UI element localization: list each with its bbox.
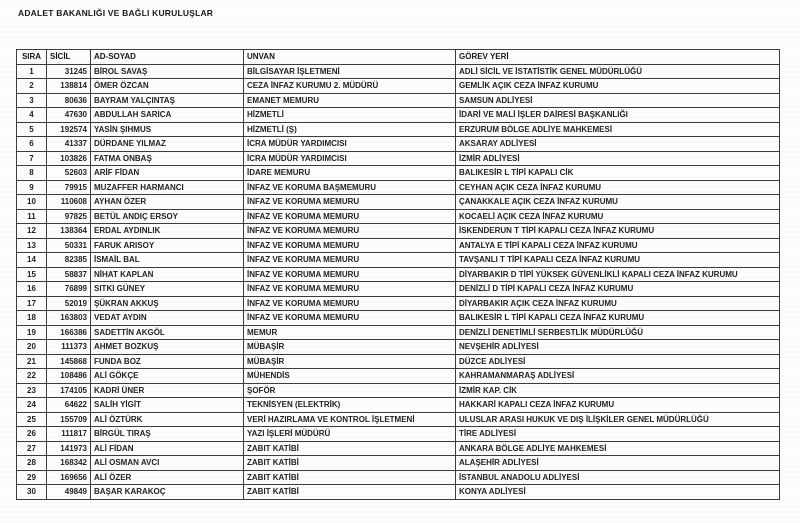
table-row xyxy=(17,325,780,340)
table-body xyxy=(17,64,780,499)
table-row xyxy=(17,108,780,123)
cell-sicil: 166386 xyxy=(47,325,91,340)
cell-sicil: 168342 xyxy=(47,456,91,471)
cell-gorev-yeri: TİRE ADLİYESİ xyxy=(456,427,780,442)
cell-sira: 16 xyxy=(17,282,47,297)
table-row xyxy=(17,398,780,413)
cell-gorev-yeri: ERZURUM BÖLGE ADLİYE MAHKEMESİ xyxy=(456,122,780,137)
column-header-gorev-yeri: GÖREV YERİ xyxy=(456,50,780,65)
cell-sira: 10 xyxy=(17,195,47,210)
cell-sicil: 108486 xyxy=(47,369,91,384)
cell-gorev-yeri: KONYA ADLİYESİ xyxy=(456,485,780,500)
cell-sira: 29 xyxy=(17,470,47,485)
cell-sira: 3 xyxy=(17,93,47,108)
cell-unvan: TEKNİSYEN (ELEKTRİK) xyxy=(244,398,456,413)
cell-sicil: 47630 xyxy=(47,108,91,123)
table-row xyxy=(17,441,780,456)
cell-ad-soyad: ARİF FİDAN xyxy=(91,166,244,181)
cell-sicil: 192574 xyxy=(47,122,91,137)
cell-gorev-yeri: DENİZLİ D TİPİ KAPALI CEZA İNFAZ KURUMU xyxy=(456,282,780,297)
cell-ad-soyad: FATMA ONBAŞ xyxy=(91,151,244,166)
table-row xyxy=(17,470,780,485)
cell-ad-soyad: AHMET BOZKUŞ xyxy=(91,340,244,355)
table-row xyxy=(17,340,780,355)
cell-ad-soyad: FARUK ARISOY xyxy=(91,238,244,253)
cell-ad-soyad: BAŞAR KARAKOÇ xyxy=(91,485,244,500)
cell-unvan: HİZMETLİ (Ş) xyxy=(244,122,456,137)
cell-unvan: BİLGİSAYAR İŞLETMENİ xyxy=(244,64,456,79)
cell-ad-soyad: ERDAL AYDINLIK xyxy=(91,224,244,239)
cell-unvan: İNFAZ VE KORUMA MEMURU xyxy=(244,311,456,326)
cell-ad-soyad: FUNDA BOZ xyxy=(91,354,244,369)
cell-gorev-yeri: ULUSLAR ARASI HUKUK VE DIŞ İLİŞKİLER GENEL MÜDÜRLÜĞÜ xyxy=(456,412,780,427)
cell-unvan: İNFAZ VE KORUMA MEMURU xyxy=(244,267,456,282)
cell-unvan: İNFAZ VE KORUMA MEMURU xyxy=(244,238,456,253)
cell-ad-soyad: VEDAT AYDIN xyxy=(91,311,244,326)
table-row xyxy=(17,224,780,239)
cell-sicil: 141973 xyxy=(47,441,91,456)
cell-ad-soyad: BİROL SAVAŞ xyxy=(91,64,244,79)
table-row xyxy=(17,282,780,297)
cell-sira: 25 xyxy=(17,412,47,427)
cell-sira: 12 xyxy=(17,224,47,239)
cell-gorev-yeri: ANKARA BÖLGE ADLİYE MAHKEMESİ xyxy=(456,441,780,456)
cell-sira: 15 xyxy=(17,267,47,282)
table-header-row xyxy=(17,50,780,65)
cell-sicil: 49849 xyxy=(47,485,91,500)
cell-unvan: MEMUR xyxy=(244,325,456,340)
cell-gorev-yeri: İSKENDERUN T TİPİ KAPALI CEZA İNFAZ KURUMU xyxy=(456,224,780,239)
cell-ad-soyad: ŞÜKRAN AKKUŞ xyxy=(91,296,244,311)
cell-gorev-yeri: İZMİR KAP. CİK xyxy=(456,383,780,398)
cell-ad-soyad: SALİH YİGİT xyxy=(91,398,244,413)
cell-unvan: İCRA MÜDÜR YARDIMCISI xyxy=(244,137,456,152)
cell-sicil: 174105 xyxy=(47,383,91,398)
cell-sicil: 103826 xyxy=(47,151,91,166)
cell-ad-soyad: ALİ FİDAN xyxy=(91,441,244,456)
cell-sira: 1 xyxy=(17,64,47,79)
cell-sicil: 76899 xyxy=(47,282,91,297)
table-row xyxy=(17,296,780,311)
cell-unvan: MÜBAŞİR xyxy=(244,340,456,355)
cell-sicil: 52603 xyxy=(47,166,91,181)
cell-ad-soyad: MUZAFFER HARMANCI xyxy=(91,180,244,195)
cell-ad-soyad: SADETTİN AKGÖL xyxy=(91,325,244,340)
column-header-sicil: SİCİL xyxy=(47,50,91,65)
cell-sicil: 52019 xyxy=(47,296,91,311)
cell-gorev-yeri: KAHRAMANMARAŞ ADLİYESİ xyxy=(456,369,780,384)
cell-unvan: YAZI İŞLERİ MÜDÜRÜ xyxy=(244,427,456,442)
cell-sira: 18 xyxy=(17,311,47,326)
table-row xyxy=(17,93,780,108)
cell-sira: 8 xyxy=(17,166,47,181)
cell-sira: 27 xyxy=(17,441,47,456)
table-row xyxy=(17,238,780,253)
cell-sira: 23 xyxy=(17,383,47,398)
cell-unvan: CEZA İNFAZ KURUMU 2. MÜDÜRÜ xyxy=(244,79,456,94)
cell-unvan: İNFAZ VE KORUMA MEMURU xyxy=(244,253,456,268)
table-row xyxy=(17,166,780,181)
cell-gorev-yeri: DİYARBAKIR AÇIK CEZA İNFAZ KURUMU xyxy=(456,296,780,311)
cell-gorev-yeri: HAKKARİ KAPALI CEZA İNFAZ KURUMU xyxy=(456,398,780,413)
cell-sira: 5 xyxy=(17,122,47,137)
cell-unvan: İNFAZ VE KORUMA MEMURU xyxy=(244,282,456,297)
cell-sira: 14 xyxy=(17,253,47,268)
cell-sicil: 82385 xyxy=(47,253,91,268)
cell-sicil: 110608 xyxy=(47,195,91,210)
cell-sicil: 58837 xyxy=(47,267,91,282)
cell-sira: 24 xyxy=(17,398,47,413)
cell-gorev-yeri: NEVŞEHİR ADLİYESİ xyxy=(456,340,780,355)
personnel-table xyxy=(16,49,780,500)
cell-sicil: 145868 xyxy=(47,354,91,369)
cell-ad-soyad: NİHAT KAPLAN xyxy=(91,267,244,282)
cell-sira: 2 xyxy=(17,79,47,94)
table-row xyxy=(17,354,780,369)
cell-sicil: 138814 xyxy=(47,79,91,94)
cell-gorev-yeri: ALAŞEHİR ADLİYESİ xyxy=(456,456,780,471)
cell-gorev-yeri: SAMSUN ADLİYESİ xyxy=(456,93,780,108)
document-title: ADALET BAKANLIĞI VE BAĞLI KURULUŞLAR xyxy=(18,8,214,18)
cell-gorev-yeri: BALIKESİR L TİPİ KAPALI CİK xyxy=(456,166,780,181)
cell-gorev-yeri: İSTANBUL ANADOLU ADLİYESİ xyxy=(456,470,780,485)
cell-unvan: VERİ HAZIRLAMA VE KONTROL İŞLETMENİ xyxy=(244,412,456,427)
cell-unvan: İNFAZ VE KORUMA MEMURU xyxy=(244,296,456,311)
cell-sira: 26 xyxy=(17,427,47,442)
cell-unvan: İNFAZ VE KORUMA MEMURU xyxy=(244,209,456,224)
cell-sicil: 169656 xyxy=(47,470,91,485)
cell-ad-soyad: ALİ GÖKÇE xyxy=(91,369,244,384)
cell-unvan: ZABIT KATİBİ xyxy=(244,441,456,456)
cell-ad-soyad: BİRGÜL TIRAŞ xyxy=(91,427,244,442)
table-row xyxy=(17,485,780,500)
table-row xyxy=(17,195,780,210)
cell-sicil: 41337 xyxy=(47,137,91,152)
table-row xyxy=(17,137,780,152)
cell-sicil: 64622 xyxy=(47,398,91,413)
table-row xyxy=(17,64,780,79)
cell-sira: 7 xyxy=(17,151,47,166)
cell-unvan: MÜHENDİS xyxy=(244,369,456,384)
table-row xyxy=(17,412,780,427)
cell-ad-soyad: YASİN ŞIHMUS xyxy=(91,122,244,137)
cell-gorev-yeri: DENİZLİ DENETİMLİ SERBESTLİK MÜDÜRLÜĞÜ xyxy=(456,325,780,340)
cell-unvan: İNFAZ VE KORUMA BAŞMEMURU xyxy=(244,180,456,195)
cell-sicil: 155709 xyxy=(47,412,91,427)
cell-gorev-yeri: CEYHAN AÇIK CEZA İNFAZ KURUMU xyxy=(456,180,780,195)
column-header-unvan: UNVAN xyxy=(244,50,456,65)
cell-unvan: İNFAZ VE KORUMA MEMURU xyxy=(244,224,456,239)
cell-gorev-yeri: DİYARBAKIR D TİPİ YÜKSEK GÜVENLİKLİ KAPALI CEZA İNFAZ KURUMU xyxy=(456,267,780,282)
table-row xyxy=(17,427,780,442)
cell-ad-soyad: ÖMER ÖZCAN xyxy=(91,79,244,94)
table-row xyxy=(17,383,780,398)
cell-sicil: 138364 xyxy=(47,224,91,239)
cell-unvan: HİZMETLİ xyxy=(244,108,456,123)
cell-sicil: 79915 xyxy=(47,180,91,195)
cell-gorev-yeri: İZMİR ADLİYESİ xyxy=(456,151,780,166)
cell-ad-soyad: ALİ ÖZTÜRK xyxy=(91,412,244,427)
cell-ad-soyad: BAYRAM YALÇINTAŞ xyxy=(91,93,244,108)
cell-ad-soyad: ALİ ÖZER xyxy=(91,470,244,485)
cell-sicil: 97825 xyxy=(47,209,91,224)
table-row xyxy=(17,209,780,224)
cell-unvan: ZABIT KATİBİ xyxy=(244,485,456,500)
cell-ad-soyad: BETÜL ANDIÇ ERSOY xyxy=(91,209,244,224)
cell-gorev-yeri: ADLİ SİCİL VE İSTATİSTİK GENEL MÜDÜRLÜĞÜ xyxy=(456,64,780,79)
column-header-ad-soyad: AD-SOYAD xyxy=(91,50,244,65)
cell-sira: 21 xyxy=(17,354,47,369)
cell-sicil: 31245 xyxy=(47,64,91,79)
cell-ad-soyad: ALİ OSMAN AVCI xyxy=(91,456,244,471)
table-row xyxy=(17,311,780,326)
cell-unvan: İCRA MÜDÜR YARDIMCISI xyxy=(244,151,456,166)
cell-ad-soyad: KADRİ ÜNER xyxy=(91,383,244,398)
cell-ad-soyad: ABDULLAH SARICA xyxy=(91,108,244,123)
cell-ad-soyad: SITKI GÜNEY xyxy=(91,282,244,297)
cell-gorev-yeri: KOCAELİ AÇIK CEZA İNFAZ KURUMU xyxy=(456,209,780,224)
cell-ad-soyad: DÜRDANE YILMAZ xyxy=(91,137,244,152)
cell-sicil: 163803 xyxy=(47,311,91,326)
cell-sicil: 111373 xyxy=(47,340,91,355)
cell-gorev-yeri: DÜZCE ADLİYESİ xyxy=(456,354,780,369)
column-header-sira: SIRA xyxy=(17,50,47,65)
cell-sicil: 111817 xyxy=(47,427,91,442)
cell-unvan: ZABIT KATİBİ xyxy=(244,456,456,471)
cell-unvan: EMANET MEMURU xyxy=(244,93,456,108)
table-row xyxy=(17,122,780,137)
cell-gorev-yeri: ÇANAKKALE AÇIK CEZA İNFAZ KURUMU xyxy=(456,195,780,210)
table-row xyxy=(17,151,780,166)
cell-ad-soyad: AYHAN ÖZER xyxy=(91,195,244,210)
cell-sira: 22 xyxy=(17,369,47,384)
cell-gorev-yeri: İDARİ VE MALİ İŞLER DAİRESİ BAŞKANLIĞI xyxy=(456,108,780,123)
table-row xyxy=(17,180,780,195)
cell-sira: 6 xyxy=(17,137,47,152)
cell-gorev-yeri: GEMLİK AÇIK CEZA İNFAZ KURUMU xyxy=(456,79,780,94)
cell-sira: 19 xyxy=(17,325,47,340)
cell-sira: 4 xyxy=(17,108,47,123)
cell-unvan: MÜBAŞİR xyxy=(244,354,456,369)
cell-sira: 20 xyxy=(17,340,47,355)
cell-sicil: 80636 xyxy=(47,93,91,108)
cell-unvan: İNFAZ VE KORUMA MEMURU xyxy=(244,195,456,210)
table-row xyxy=(17,456,780,471)
cell-unvan: ZABIT KATİBİ xyxy=(244,470,456,485)
cell-gorev-yeri: TAVŞANLI T TİPİ KAPALI CEZA İNFAZ KURUMU xyxy=(456,253,780,268)
cell-unvan: ŞOFÖR xyxy=(244,383,456,398)
cell-sicil: 50331 xyxy=(47,238,91,253)
cell-gorev-yeri: BALIKESİR L TİPİ KAPALI CEZA İNFAZ KURUMU xyxy=(456,311,780,326)
cell-sira: 13 xyxy=(17,238,47,253)
cell-sira: 11 xyxy=(17,209,47,224)
table-row xyxy=(17,267,780,282)
cell-sira: 28 xyxy=(17,456,47,471)
cell-ad-soyad: İSMAİL BAL xyxy=(91,253,244,268)
cell-gorev-yeri: ANTALYA E TİPİ KAPALI CEZA İNFAZ KURUMU xyxy=(456,238,780,253)
table-row xyxy=(17,369,780,384)
table-row xyxy=(17,253,780,268)
cell-sira: 17 xyxy=(17,296,47,311)
cell-unvan: İDARE MEMURU xyxy=(244,166,456,181)
cell-gorev-yeri: AKSARAY ADLİYESİ xyxy=(456,137,780,152)
cell-sira: 30 xyxy=(17,485,47,500)
table-row xyxy=(17,79,780,94)
cell-sira: 9 xyxy=(17,180,47,195)
